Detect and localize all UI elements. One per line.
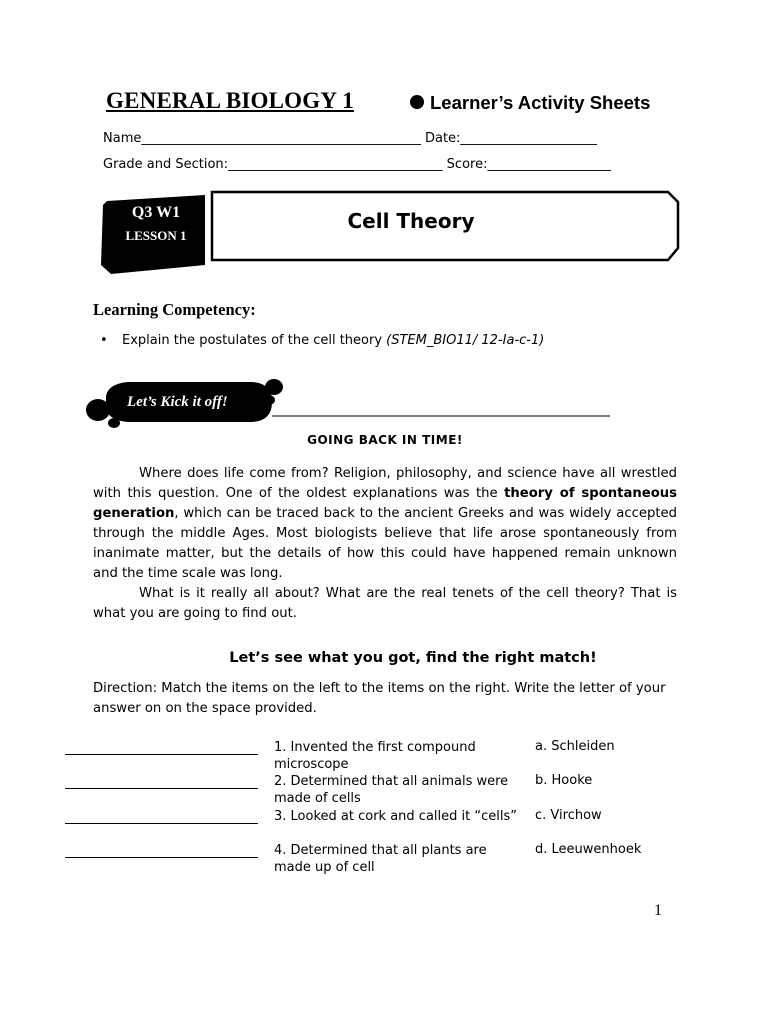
match-item-3: 3. Looked at cork and called it “cells” [274, 809, 517, 824]
bullet-dot-icon [410, 95, 424, 109]
competency-text: Explain the postulates of the cell theory [122, 333, 387, 348]
p2: What is it really all about? What are the real tenets of the cell theory? That is what you are going to find out. [93, 586, 677, 621]
lesson-code: Q3 W1 [131, 204, 181, 221]
grade-score-field[interactable]: Grade and Section:_________________________________ Score:___________________ [103, 157, 611, 172]
sheet-type-label: Learner’s Activity Sheets [430, 92, 651, 113]
p1-bold: theory of spontaneous generation [93, 486, 677, 521]
answer-blank-3[interactable] [65, 823, 258, 824]
p1-before: Where does life come from? Religion, philosophy, and science have all wrestled with this question. One of the oldest explanations was the [93, 466, 677, 501]
section-heading: GOING BACK IN TIME! [307, 433, 463, 447]
answer-blank-4[interactable] [65, 857, 258, 858]
match-item-1: 1. Invented the first compound microscope [274, 740, 476, 772]
answer-blank-1[interactable] [65, 754, 258, 755]
page-number: 1 [654, 902, 662, 919]
bullet-icon: • [100, 333, 108, 348]
match-item-2: 2. Determined that all animals were made of cells [274, 774, 509, 806]
lesson-number: LESSON 1 [125, 228, 187, 243]
answer-blank-2[interactable] [65, 788, 258, 789]
kickoff-label: Let’s Kick it off! [127, 394, 228, 410]
p1-after: , which can be traced back to the ancient Greeks and was widely accepted through the middle Ages. Most biologists believe that life arose spontaneously from inanimate matter, but the details of how this could have happened remain unknown and the time scale was long. [93, 506, 677, 581]
choice-b: b. Hooke [535, 773, 593, 788]
match-item-4: 4. Determined that all plants are made up of cell [274, 843, 487, 875]
lesson-title: Cell Theory [347, 209, 475, 233]
competency-item [122, 331, 592, 350]
choice-a: a. Schleiden [535, 739, 615, 754]
choice-d: d. Leeuwenhoek [535, 842, 642, 857]
matching-heading: Let’s see what you got, find the right match! [229, 650, 597, 666]
subject-title: GENERAL BIOLOGY 1 [106, 88, 354, 113]
intro-paragraph [93, 464, 677, 624]
choice-c: c. Virchow [535, 808, 602, 823]
competency-code: (STEM_BIO11/ 12-Ia-c-1) [386, 333, 545, 348]
matching-direction: Direction: Match the items on the left to the items on the right. Write the letter of your answer on on the space provided. [93, 681, 666, 716]
competency-heading: Learning Competency: [93, 300, 256, 319]
name-date-field[interactable]: Name___________________________________________ Date:_____________________ [103, 131, 597, 146]
